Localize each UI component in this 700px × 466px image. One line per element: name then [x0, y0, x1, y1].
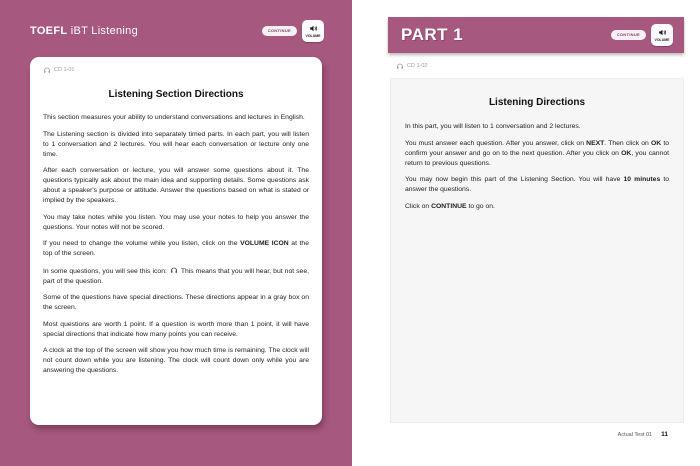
directions-paragraph: After each conversation or lecture, you will answer some questions about it. The questions typically ask about the main idea and supporting details. Some questions ask about a speaker's purpose or attitude. Answer the questions based on what is stated or implied by the speakers.: [43, 167, 309, 204]
directions-paragraph: You may now begin this part of the Listening Section. You will have 10 minutes to answer the questions.: [405, 176, 670, 193]
directions-paragraph: This section measures your ability to understand conversations and lectures in English.: [43, 114, 305, 121]
left-directions-body: [43, 113, 309, 376]
right-header-controls: [611, 24, 673, 46]
volume-button[interactable]: [302, 20, 324, 42]
directions-paragraph: In some questions, you will see this icon: This means that you will hear, but not see, part of the question.: [43, 267, 309, 285]
headphone-icon: [396, 62, 404, 70]
headphone-icon: [43, 66, 51, 74]
cd-track-row: [396, 62, 427, 70]
part-header-bar: [388, 17, 684, 53]
headphone-icon: [170, 266, 178, 274]
cd-track-label: CD 1-01: [54, 67, 75, 73]
speaker-icon: [658, 28, 667, 37]
directions-paragraph: You may take notes while you listen. You may use your notes to help you answer the questions. Your notes will not be scored.: [43, 213, 309, 231]
volume-button-label: VOLUME: [654, 38, 670, 42]
right-directions-body: [405, 122, 669, 212]
directions-paragraph: The Listening section is divided into separately timed parts. In each part, you will listen to 1 conversation and 2 lectures. You will hear each conversation or lecture only one time.: [43, 130, 309, 158]
continue-button[interactable]: CONTINUE: [611, 30, 646, 40]
app-title-brand: TOEFL: [30, 25, 68, 37]
directions-card: [30, 57, 322, 425]
cd-track-row: [43, 66, 309, 74]
left-header: [30, 20, 324, 42]
directions-paragraph: Some of the questions have special directions. These directions appear in a gray box on the screen.: [43, 294, 309, 311]
directions-paragraph: You must answer each question. After you answer, click on NEXT. Then click on OK to confirm your answer and go on to the next question. After you click on OK, you cannot return to previous questions.: [405, 139, 670, 167]
directions-paragraph: Most questions are worth 1 point. If a question is worth more than 1 point, it will have special directions that indicate how many points you can receive.: [43, 320, 309, 338]
directions-paragraph: A clock at the top of the screen will show you how much time is remaining. The clock will not count down while you are listening. The clock will count down only while you are answering the questions.: [43, 347, 309, 374]
directions-paragraph: If you need to change the volume while you listen, click on the VOLUME ICON at the top of the screen.: [43, 240, 309, 257]
app-title: [30, 25, 138, 37]
directions-paragraph: In this part, you will listen to 1 conversation and 2 lectures.: [405, 123, 581, 130]
speaker-icon: [309, 24, 318, 33]
page-number: 11: [661, 431, 668, 438]
volume-button-label: VOLUME: [305, 34, 321, 38]
part-directions-panel: [390, 78, 684, 423]
directions-paragraph: Click on CONTINUE to go on.: [405, 202, 495, 210]
book-label: Actual Test 01: [617, 432, 653, 438]
right-directions-title: Listening Directions: [488, 97, 586, 108]
page-footer: [618, 431, 668, 438]
left-directions-title: Listening Section Directions: [108, 89, 244, 100]
left-header-controls: [262, 20, 324, 42]
cd-track-label: CD 1-02: [407, 63, 428, 69]
right-page: [388, 0, 686, 466]
app-title-section: iBT Listening: [67, 25, 139, 37]
continue-button[interactable]: CONTINUE: [262, 26, 297, 36]
volume-button[interactable]: [651, 24, 673, 46]
part-title: PART 1: [401, 25, 464, 44]
